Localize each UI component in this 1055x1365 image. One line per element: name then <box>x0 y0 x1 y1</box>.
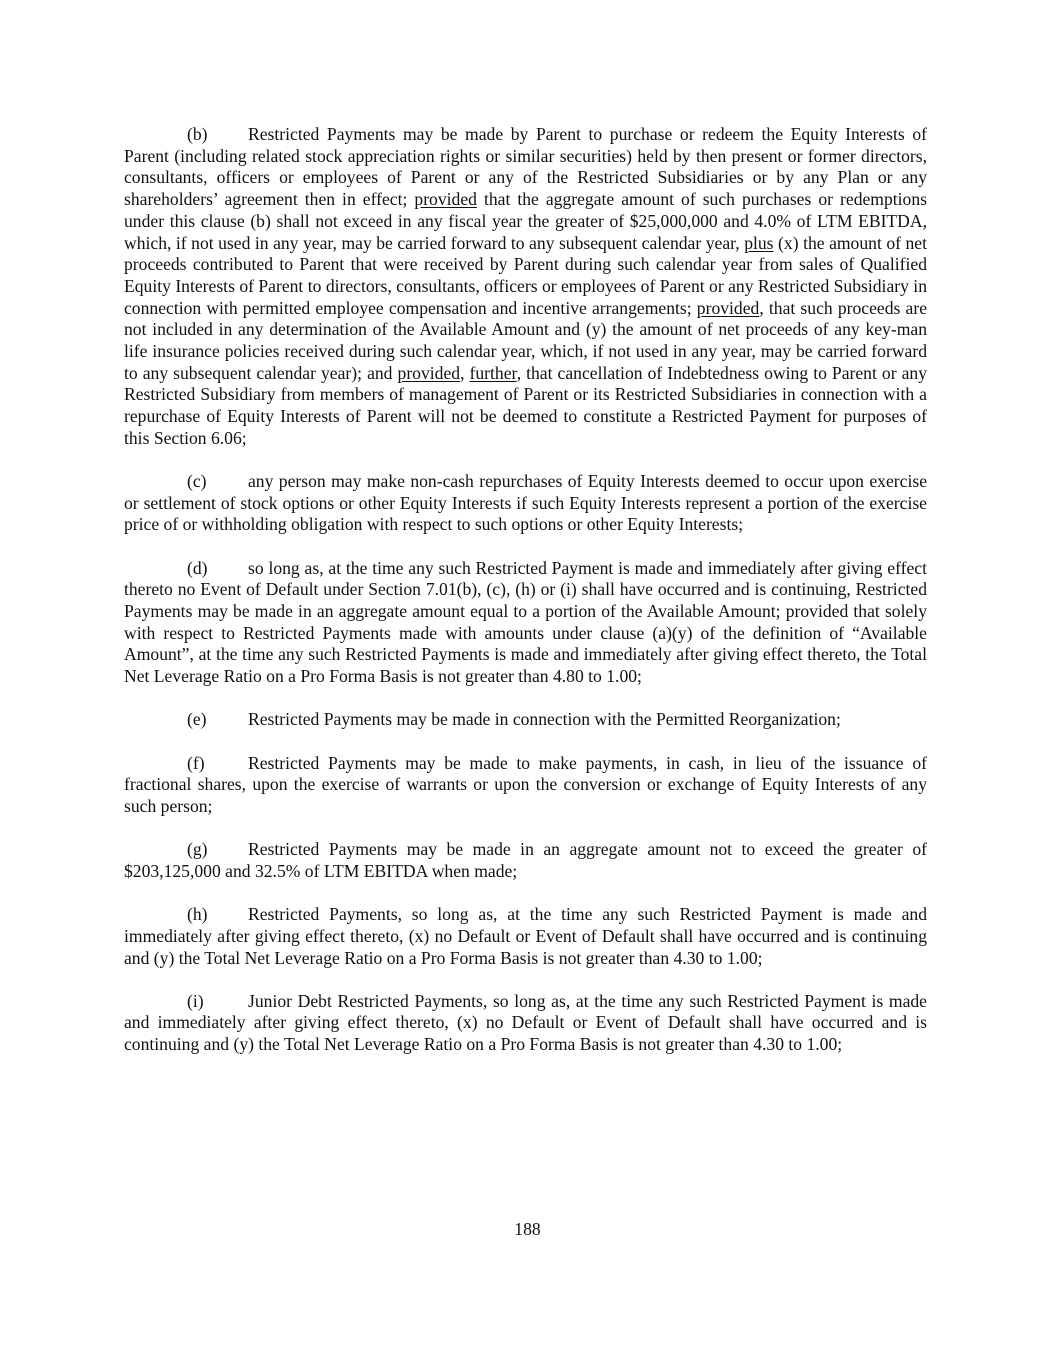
clause-g-text: Restricted Payments may be made in an aggregate amount not to exceed the greater of $203,125,000 and 32.5% of LTM EBITDA when made; <box>124 839 927 881</box>
clause-b-provided-term-2: provided <box>696 297 760 318</box>
page-number: 188 <box>514 1219 541 1239</box>
clause-e-text: Restricted Payments may be made in connection with the Permitted Reorganization; <box>248 709 841 730</box>
clause-i-label: (i) <box>187 990 204 1011</box>
clause-f-text: Restricted Payments may be made to make payments, in cash, in lieu of the issuance of fractional shares, upon the exercise of warrants or upon the conversion or exchange of Equity Interests of any such person; <box>124 752 927 816</box>
clause-i <box>124 991 927 1056</box>
clause-h-text: Restricted Payments, so long as, at the time any such Restricted Payment is made and immediately after giving effect thereto, (x) no Default or Event of Default shall have occurred and is continuing and (y) the Total Net Leverage Ratio on a Pro Forma Basis is not greater than 4.30 to 1.00; <box>124 904 927 968</box>
clause-b-text-3: (x) the amount of net proceeds contributed to Parent that were received by Parent during such calendar year from sales of Qualified Equity Interests of Parent to directors, consultants, officers or employees of Parent or any Restricted Subsidiary in connection with permitted employee compensation and incentive arrangements; <box>124 232 927 318</box>
clause-e <box>124 709 927 731</box>
clause-b-plus-term: plus <box>744 232 774 253</box>
clause-h-label: (h) <box>187 904 208 925</box>
clause-c-label: (c) <box>187 471 207 492</box>
clause-b-text-1: Restricted Payments may be made by Parent to purchase or redeem the Equity Interests of Parent (including related stock appreciation rights or similar securities) held by then present or former directors, consultants, officers or employees of Parent or any of the Restricted Subsidiaries or by any Plan or any shareholders’ agreement then in effect; <box>124 124 927 210</box>
clause-b-further-term: further <box>469 362 517 383</box>
clause-b-text-2: that the aggregate amount of such purchases or redemptions under this clause (b) shall not exceed in any fiscal year the greater of $25,000,000 and 4.0% of LTM EBITDA, which, if not used in any year, may be carried forward to any subsequent calendar year, <box>124 189 927 253</box>
clause-d <box>124 558 927 688</box>
document-page <box>124 124 927 1077</box>
clause-c-text: any person may make non-cash repurchases of Equity Interests deemed to occur upon exercise or settlement of stock options or other Equity Interests if such Equity Interests represent a portion of the exercise price of or withholding obligation with respect to such options or other Equity Interests; <box>124 471 927 535</box>
clause-e-label: (e) <box>187 709 207 730</box>
clause-b-text-6: , that cancellation of Indebtedness owing to Parent or any Restricted Subsidiary from members of management of Parent or its Restricted Subsidiaries in connection with a repurchase of Equity Interests of Parent will not be deemed to constitute a Restricted Payment for purposes of this Section 6.06; <box>124 362 927 448</box>
clause-c <box>124 471 927 536</box>
clause-i-text: Junior Debt Restricted Payments, so long as, at the time any such Restricted Payment is made and immediately after giving effect thereto, (x) no Default or Event of Default shall have occurred and is continuing and (y) the Total Net Leverage Ratio on a Pro Forma Basis is not greater than 4.30 to 1.00; <box>124 990 927 1055</box>
clause-d-label: (d) <box>187 557 208 578</box>
clause-b <box>124 124 927 450</box>
clause-h <box>124 904 927 969</box>
clause-b-text-5: , <box>460 362 470 383</box>
clause-b-provided-term: provided <box>414 189 477 210</box>
clause-b-text-4: , that such proceeds are not included in any determination of the Available Amount and (y) the amount of net proceeds of any key-man life insurance policies received during such calendar year, which, if not used in any year, may be carried forward to any subsequent calendar year); and <box>124 297 927 383</box>
clause-b-label: (b) <box>187 124 208 144</box>
clause-g-label: (g) <box>187 839 208 860</box>
clause-g <box>124 839 927 882</box>
clause-d-text: so long as, at the time any such Restricted Payment is made and immediately after giving effect thereto no Event of Default under Section 7.01(b), (c), (h) or (i) shall have occurred and is continuing, Restricted Payments may be made in an aggregate amount equal to a portion of the Available Amount; provided that solely with respect to Restricted Payments made with amounts under clause (a)(y) of the definition of “Available Amount”, at the time any such Restricted Payments is made and immediately after giving effect thereto, the Total Net Leverage Ratio on a Pro Forma Basis is not greater than 4.80 to 1.00; <box>124 557 927 687</box>
clause-f <box>124 753 927 818</box>
clause-b-provided-term-3: provided <box>397 362 461 383</box>
clause-f-label: (f) <box>187 752 205 773</box>
